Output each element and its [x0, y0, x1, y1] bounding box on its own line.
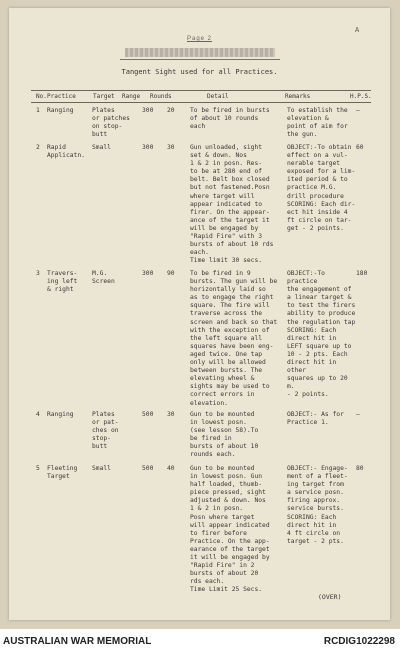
row-practice: Ranging [47, 107, 74, 114]
row-target: Plates or patches on stop- butt [92, 107, 130, 139]
title-underline [120, 59, 280, 60]
row-remarks: OBJECT:-To practice the engagement of a linear target & to test the firers ability to produce the regulation tap SCORING: Each direct hit in LEFT square up to 10 - 2 pts. Each direct hit in other squares up to 20 m. - 2 points. [287, 270, 356, 399]
document-page [9, 8, 390, 620]
illegible-title [125, 48, 275, 57]
row-rounds: 30 [167, 411, 175, 418]
col-target: Target [93, 93, 115, 100]
row-target: M.G. Screen [92, 270, 115, 286]
row-practice: Rapid Applicatn. [47, 144, 85, 160]
row-no: 3 [36, 270, 40, 277]
row-target: Small [92, 144, 111, 151]
row-rounds: 30 [167, 144, 175, 151]
col-no: No. [36, 93, 47, 100]
row-remarks: OBJECT:- Engage- ment of a fleet- ing target from a service posn. firing approx. service bursts. SCORING: Each direct hit in 4 ft circle on target - 2 pts. [287, 465, 348, 545]
page-code: Page 2 [186, 36, 213, 42]
row-range: 500 [142, 411, 154, 418]
document-subtitle: Tangent Sight used for all Practices. [121, 68, 278, 76]
row-no: 4 [36, 411, 40, 418]
table-top-rule [31, 90, 371, 91]
col-detail: Detail [207, 93, 229, 100]
row-rounds: 90 [167, 270, 175, 277]
row-remarks: OBJECT:- As for Practice 1. [287, 411, 344, 427]
row-rounds: 40 [167, 465, 175, 472]
row-practice: Fleeting Target [47, 465, 78, 481]
col-hps: H.P.S. [350, 93, 372, 100]
document-header [9, 36, 390, 76]
row-no: 2 [36, 144, 40, 151]
table-header-rule [31, 102, 371, 103]
row-hps: — [356, 107, 360, 114]
row-no: 5 [36, 465, 40, 472]
row-hps: — [356, 411, 360, 418]
row-detail: Gun to be mounted in lowest posn. (see lesson 58).To be fired in bursts of about 10 rounds each. [190, 411, 259, 459]
serial-mark: A [355, 26, 360, 34]
row-hps: 80 [356, 465, 364, 472]
row-target: Small [92, 465, 111, 472]
col-range: Range [122, 93, 141, 100]
row-remarks: To establish the elevation & point of aim for the gun. [287, 107, 348, 139]
col-remarks: Remarks [285, 93, 311, 100]
row-range: 300 [142, 270, 154, 277]
archive-footer [0, 629, 400, 654]
row-range: 300 [142, 144, 154, 151]
row-detail: To be fired in bursts of about 10 rounds each [190, 107, 270, 131]
row-range: 300 [142, 107, 154, 114]
archive-name: AUSTRALIAN WAR MEMORIAL [3, 636, 152, 647]
row-remarks: OBJECT:-To obtain effect on a vul- nerable target exposed for a lim- ited period & to practice M.G. drill procedure SCORING: Each dir- ect hit inside 4 ft circle on tar- get - 2 points. [287, 144, 356, 232]
row-rounds: 20 [167, 107, 175, 114]
row-practice: Travers- ing left & right [47, 270, 78, 294]
row-detail: Gun unloaded, sight set & down. Nos 1 & 2 in posn. Res- to be at 280 end of belt. Belt box closed but not fastened.Posn where target will appear indicated to firer. On the appear- ance of the target it will be engaged by "Rapid Fire" with 3 bursts of about 10 rds each. Time limit 30 secs. [190, 144, 274, 265]
row-hps: 180 [356, 270, 368, 277]
row-hps: 60 [356, 144, 364, 151]
row-practice: Ranging [47, 411, 74, 418]
over-mark: (OVER) [318, 593, 342, 601]
col-rounds: Rounds [150, 93, 172, 100]
row-no: 1 [36, 107, 40, 114]
row-target: Plates or pat- ches on stop- butt [92, 411, 119, 451]
row-detail: To be fired in 9 bursts. The gun will be horizontally laid so as to engage the right square. The fire will traverse across the screen and back so that with the exception of the left square all squares have been eng- aged twice. One tap only will be allowed between bursts. The elevating wheel & sights may be used to correct errors in elevation. [190, 270, 278, 407]
row-detail: Gun to be mounted in lowest posn. Gun half loaded, thumb- piece pressed, sight adjusted & down. Nos 1 & 2 in posn. Posn where target will appear indicated to firer before Practice. On the app- earance of the target it will be engaged by "Rapid Fire" in 2 bursts of about 20 rds each. Time Limit 25 Secs. [190, 465, 270, 594]
col-practice: Practice [47, 93, 76, 100]
row-range: 500 [142, 465, 154, 472]
archive-reference: RCDIG1022298 [323, 636, 395, 647]
